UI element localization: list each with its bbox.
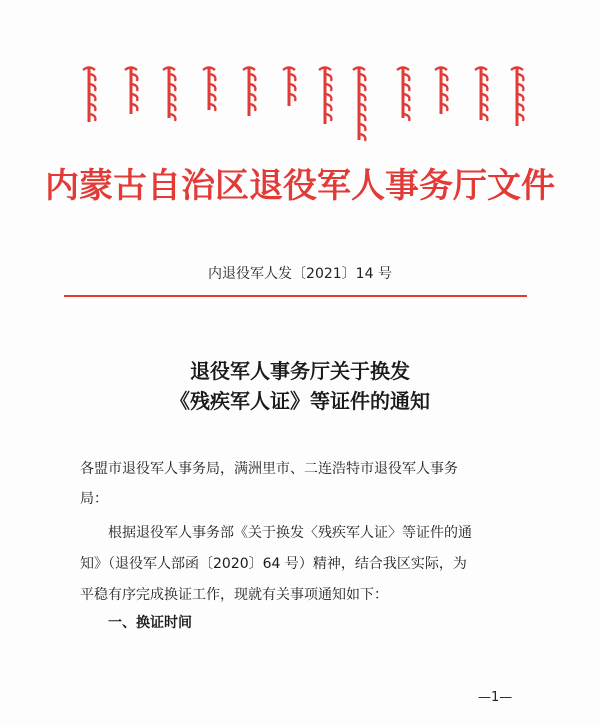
mongolian-word: [470, 66, 492, 126]
mongolian-word-glyph: [392, 66, 414, 124]
document-number: 内退役军人发〔2021〕14 号: [208, 266, 392, 282]
notice-title-line-2: 《残疾军人证》等证件的通知: [170, 389, 430, 413]
body-line-paragraph-2: 知》（退役军人部函〔2020〕64 号）精神，结合我区实际，为: [80, 556, 467, 572]
page-number: —1—: [478, 690, 513, 705]
mongolian-word: [158, 66, 180, 124]
mongolian-word: [120, 66, 142, 120]
mongolian-word-glyph: [78, 66, 100, 128]
red-divider-line: [64, 295, 527, 297]
mongolian-word-glyph: [430, 66, 452, 120]
mongolian-word-glyph: [348, 66, 370, 146]
body-line-addressees: 各盟市退役军人事务局，满洲里市、二连浩特市退役军人事务: [80, 461, 458, 477]
mongolian-word: [506, 66, 528, 132]
mongolian-word: [430, 66, 452, 120]
mongolian-word-glyph: [158, 66, 180, 124]
mongolian-word-glyph: [470, 66, 492, 126]
mongolian-word-glyph: [278, 66, 300, 112]
mongolian-word: [278, 66, 300, 112]
mongolian-word: [348, 66, 370, 146]
section-heading-1: 一、换证时间: [108, 615, 192, 631]
mongolian-word: [78, 66, 100, 128]
mongolian-word: [314, 66, 336, 130]
mongolian-word-glyph: [238, 66, 260, 122]
mongolian-script-header: [78, 66, 528, 146]
mongolian-word: [392, 66, 414, 124]
body-line-paragraph-1: 根据退役军人事务部《关于换发〈残疾军人证〉等证件的通: [108, 525, 472, 541]
body-line-paragraph-3: 平稳有序完成换证工作，现就有关事项通知如下：: [80, 587, 388, 603]
mongolian-word-glyph: [506, 66, 528, 132]
body-line-addressees-cont: 局：: [80, 491, 108, 507]
document-header-title: 内蒙古自治区退役军人事务厅文件: [45, 166, 555, 206]
mongolian-word-glyph: [314, 66, 336, 130]
mongolian-word: [198, 66, 220, 116]
mongolian-word-glyph: [120, 66, 142, 120]
mongolian-word: [238, 66, 260, 122]
mongolian-word-glyph: [198, 66, 220, 116]
notice-title-line-1: 退役军人事务厅关于换发: [190, 359, 410, 383]
